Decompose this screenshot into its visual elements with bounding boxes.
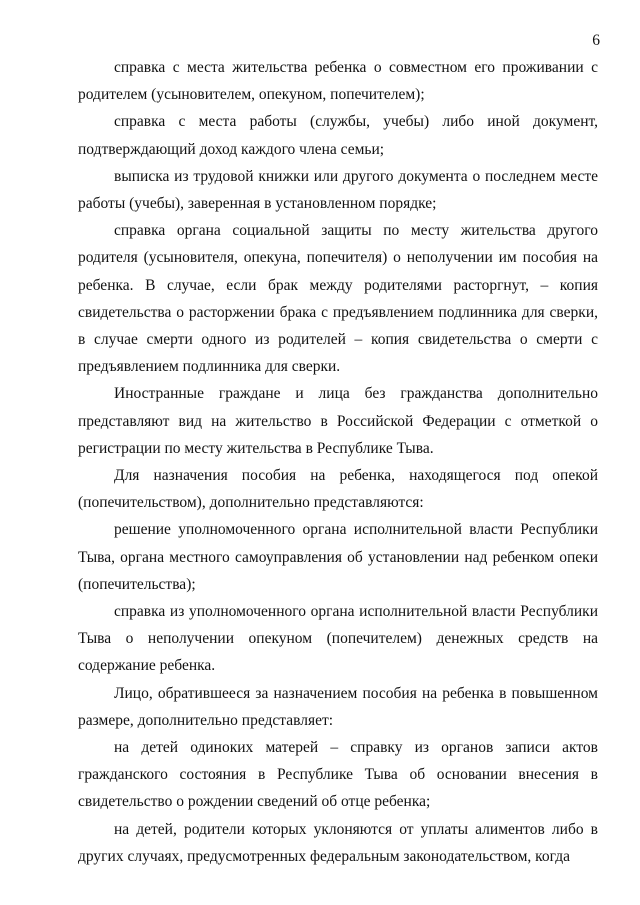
paragraph-guardian-funds-certificate: справка из уполномоченного органа исполнительной власти Республики Тыва о неполучении опекуном (попечителем) денежных средств на содержание ребенка. bbox=[78, 603, 598, 675]
paragraph-guardianship-intro: Для назначения пособия на ребенка, находящегося под опекой (попечительством), дополнительно представляются: bbox=[78, 467, 598, 512]
document-body bbox=[78, 54, 598, 870]
paragraph-foreign-citizens: Иностранные граждане и лица без гражданства дополнительно представляют вид на жительство в Российской Федерации с отметкой о регистрации по месту жительства в Республике Тыва. bbox=[78, 385, 598, 457]
paragraph-residence-certificate: справка с места жительства ребенка о совместном его проживании с родителем (усыновителем, опекуном, попечителем); bbox=[78, 59, 598, 104]
page-number: 6 bbox=[592, 32, 600, 49]
paragraph-income-certificate: справка с места работы (службы, учебы) либо иной документ, подтверждающий доход каждого члена семьи; bbox=[78, 113, 598, 158]
paragraph-single-mothers: на детей одиноких матерей – справку из органов записи актов гражданского состояния в Республике Тыва об основании внесения в свидетельство о рождении сведений об отце ребенка; bbox=[78, 739, 598, 811]
paragraph-employment-record: выписка из трудовой книжки или другого документа о последнем месте работы (учебы), заверенная в установленном порядке; bbox=[78, 167, 598, 213]
paragraph-increased-allowance-intro: Лицо, обратившееся за назначением пособия на ребенка в повышенном размере, дополнительно представляет: bbox=[78, 684, 598, 729]
paragraph-alimony-evasion: на детей, родители которых уклоняются от уплаты алиментов либо в других случаях, предусмотренных федеральным законодательством, когда bbox=[78, 820, 598, 865]
paragraph-guardianship-decision: решение уполномоченного органа исполнительной власти Республики Тыва, органа местного самоуправления об установлении над ребенком опеки (попечительства); bbox=[78, 521, 598, 593]
paragraph-social-protection-certificate: справка органа социальной защиты по месту жительства другого родителя (усыновителя, опекуна, попечителя) о неполучении им пособия на ребенка. В случае, если брак между родителями расторгнут, – копия свидетельства о расторжении брака с предъявлением подлинника для сверки, в случае смерти одного из родителей – копия свидетельства о смерти с предъявлением подлинника для сверки. bbox=[78, 222, 598, 376]
